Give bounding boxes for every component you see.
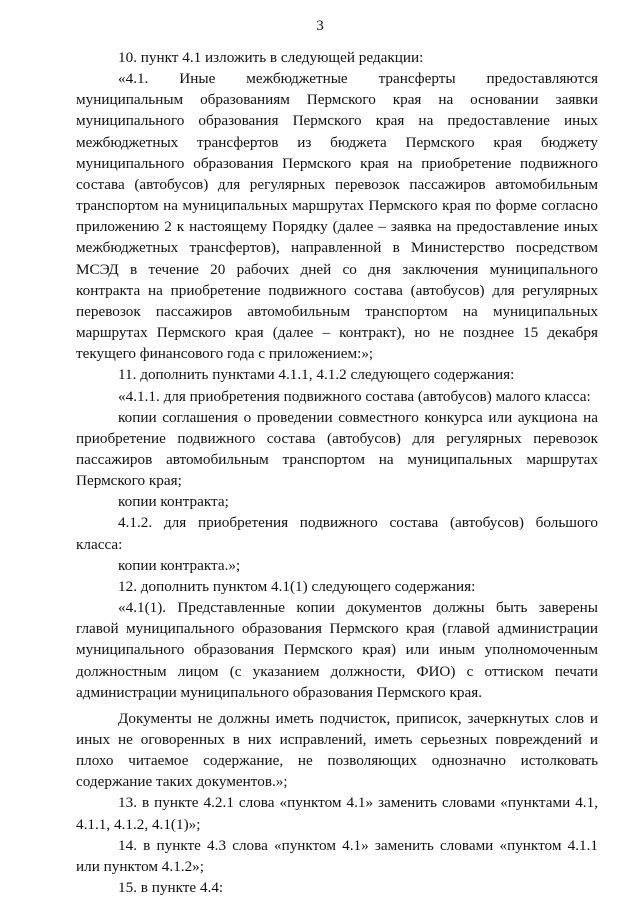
paragraph-item-14: 14. в пункте 4.3 слова «пунктом 4.1» заменить словами «пунктом 4.1.1 или пунктом 4.1.2»; bbox=[76, 836, 598, 875]
paragraph-item-15: 15. в пункте 4.4: bbox=[118, 879, 224, 897]
paragraph-clause-4-1-2: 4.1.2. для приобретения подвижного состава (автобусов) большого класса: bbox=[76, 514, 598, 553]
paragraph-clause-4-1-1-bracket: «4.1(1). Представленные копии документов должны быть заверены главой муниципального образования Пермского края (главой администрации муниципального образования Пермского края) или иным уполномоченным должностным лицом (с указанием должности, ФИО) с оттиском печати администрации муниципального образования Пермского края. bbox=[76, 599, 598, 701]
paragraph-clause-4-1: «4.1. Иные межбюджетные трансферты предоставляются муниципальным образованиям Пермского края на основании заявки муниципального образования Пермского края на предоставление иных межбюджетных трансфертов из бюджета Пермского края бюджету муниципального образования Пермского края на приобретение подвижного состава (автобусов) для регулярных перевозок пассажиров автомобильным транспортом на муниципальных маршрутах Пермского края по форме согласно приложению 2 к настоящему Порядку (далее – заявка на предоставление иных межбюджетных трансфертов), направленной в Министерство посредством МСЭД в течение 20 рабочих дней со дня заключения муниципального контракта на приобретение подвижного состава (автобусов) для регулярных перевозок пассажиров автомобильным транспортом на муниципальных маршрутах Пермского края (далее – контракт), но не позднее 15 декабря текущего финансового года с приложением:»; bbox=[76, 70, 598, 363]
paragraph-clause-4-1-1: «4.1.1. для приобретения подвижного состава (автобусов) малого класса: bbox=[118, 387, 591, 405]
paragraph-contract-copies: копии контракта; bbox=[118, 493, 229, 511]
paragraph-agreement-copies: копии соглашения о проведении совместного конкурса или аукциона на приобретение подвижного состава (автобусов) для регулярных перевозок пассажиров автомобильным транспортом на муниципальных маршрутах Пермского края; bbox=[76, 408, 598, 490]
paragraph-item-10: 10. пункт 4.1 изложить в следующей редакции: bbox=[118, 49, 424, 66]
paragraph-item-12: 12. дополнить пунктом 4.1(1) следующего содержания: bbox=[118, 577, 476, 595]
paragraph-item-13: 13. в пункте 4.2.1 слова «пунктом 4.1» заменить словами «пунктами 4.1, 4.1.1, 4.1.2, 4.1(1)»; bbox=[76, 794, 598, 833]
document-body bbox=[76, 47, 598, 898]
paragraph-contract-copies-end: копии контракта.»; bbox=[118, 556, 241, 574]
paragraph-item-11: 11. дополнить пунктами 4.1.1, 4.1.2 следующего содержания: bbox=[118, 366, 515, 384]
page-number: 3 bbox=[316, 18, 324, 34]
paragraph-documents-requirements: Документы не должны иметь подчисток, приписок, зачеркнутых слов и иных не оговоренных в них исправлений, иметь серьезных повреждений и плохо читаемое содержание, не позволяющих однозначно истолковать содержание таких документов.»; bbox=[76, 709, 598, 791]
